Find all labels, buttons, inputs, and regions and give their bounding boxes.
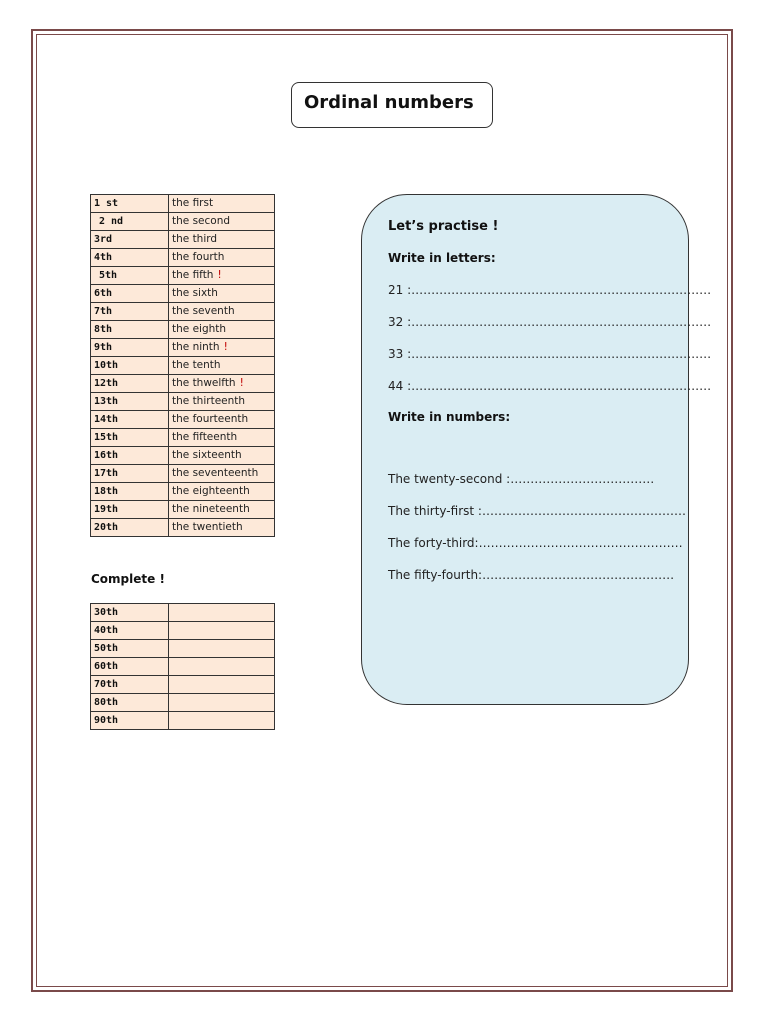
ordinal-number-cell: 3rd	[91, 231, 169, 249]
ordinal-word: the tenth	[172, 359, 221, 371]
ordinal-row	[91, 393, 275, 411]
letters-heading: Write in letters:	[388, 251, 496, 265]
letters-item[interactable]: 33 :…………………………………………………………………	[388, 347, 712, 361]
ordinal-number-cell: 5th	[91, 267, 169, 285]
complete-answer-cell[interactable]	[169, 604, 275, 622]
ordinal-word-cell	[169, 429, 275, 447]
complete-table	[90, 603, 275, 730]
ordinal-word: the thwelfth	[172, 377, 236, 389]
ordinal-number-cell: 19th	[91, 501, 169, 519]
ordinal-number-cell: 12th	[91, 375, 169, 393]
ordinal-row	[91, 501, 275, 519]
ordinal-number-cell: 20th	[91, 519, 169, 537]
ordinal-word: the seventeenth	[172, 467, 259, 479]
exclamation-mark: !	[239, 377, 244, 389]
ordinal-row	[91, 357, 275, 375]
ordinal-word: the sixth	[172, 287, 218, 299]
complete-row	[91, 658, 275, 676]
ordinal-number-cell: 15th	[91, 429, 169, 447]
complete-number-cell: 30th	[91, 604, 169, 622]
complete-row	[91, 640, 275, 658]
ordinal-row	[91, 447, 275, 465]
ordinal-word-cell	[169, 393, 275, 411]
ordinal-row	[91, 285, 275, 303]
ordinal-word-cell	[169, 213, 275, 231]
ordinal-row	[91, 267, 275, 285]
complete-row	[91, 694, 275, 712]
ordinal-row	[91, 231, 275, 249]
ordinal-row	[91, 213, 275, 231]
page-title: Ordinal numbers	[304, 92, 474, 113]
ordinal-number-cell: 18th	[91, 483, 169, 501]
complete-answer-cell[interactable]	[169, 640, 275, 658]
ordinal-word: the fifteenth	[172, 431, 238, 443]
ordinal-word: the thirteenth	[172, 395, 246, 407]
letters-item[interactable]: 44 :…………………………………………………………………	[388, 379, 712, 393]
numbers-heading: Write in numbers:	[388, 410, 511, 424]
complete-number-cell: 50th	[91, 640, 169, 658]
complete-row	[91, 676, 275, 694]
complete-answer-cell[interactable]	[169, 658, 275, 676]
ordinal-word-cell	[169, 321, 275, 339]
complete-answer-cell[interactable]	[169, 712, 275, 730]
ordinal-word-cell	[169, 339, 275, 357]
ordinal-row	[91, 249, 275, 267]
ordinal-word: the third	[172, 233, 218, 245]
ordinal-word-cell	[169, 483, 275, 501]
practise-heading: Let’s practise !	[388, 219, 499, 234]
ordinal-word: the second	[172, 215, 231, 227]
ordinal-number-cell: 14th	[91, 411, 169, 429]
ordinal-number-cell: 8th	[91, 321, 169, 339]
ordinal-number-cell: 16th	[91, 447, 169, 465]
ordinal-row	[91, 465, 275, 483]
ordinal-word: the ninth	[172, 341, 220, 353]
ordinal-word: the twentieth	[172, 521, 243, 533]
complete-row	[91, 604, 275, 622]
ordinal-word-cell	[169, 249, 275, 267]
ordinal-number-cell: 1 st	[91, 195, 169, 213]
ordinal-row	[91, 339, 275, 357]
ordinal-word-cell	[169, 195, 275, 213]
complete-answer-cell[interactable]	[169, 694, 275, 712]
complete-row	[91, 712, 275, 730]
ordinal-word-cell	[169, 357, 275, 375]
complete-number-cell: 60th	[91, 658, 169, 676]
complete-number-cell: 90th	[91, 712, 169, 730]
letters-item[interactable]: 32 :…………………………………………………………………	[388, 315, 712, 329]
title-box	[291, 82, 493, 128]
ordinal-number-cell: 9th	[91, 339, 169, 357]
numbers-item[interactable]: The twenty-second :………………………………	[388, 472, 655, 486]
ordinal-word-cell	[169, 447, 275, 465]
practise-box	[361, 194, 712, 705]
ordinal-word-cell	[169, 501, 275, 519]
ordinal-word: the eighth	[172, 323, 227, 335]
complete-label: Complete !	[91, 572, 165, 586]
ordinal-number-cell: 2 nd	[91, 213, 169, 231]
ordinal-number-cell: 4th	[91, 249, 169, 267]
ordinal-word-cell	[169, 303, 275, 321]
complete-number-cell: 70th	[91, 676, 169, 694]
ordinal-row	[91, 429, 275, 447]
complete-number-cell: 80th	[91, 694, 169, 712]
ordinal-number-cell: 6th	[91, 285, 169, 303]
ordinal-word-cell	[169, 519, 275, 537]
numbers-item[interactable]: The forty-third:……………………………………………	[388, 536, 683, 550]
numbers-item[interactable]: The thirty-first :……………………………………………	[388, 504, 686, 518]
complete-number-cell: 40th	[91, 622, 169, 640]
complete-answer-cell[interactable]	[169, 622, 275, 640]
ordinal-row	[91, 411, 275, 429]
numbers-item[interactable]: The fifty-fourth:…………………………………………	[388, 568, 675, 582]
ordinal-word-cell	[169, 267, 275, 285]
ordinal-word: the nineteenth	[172, 503, 250, 515]
ordinal-number-cell: 7th	[91, 303, 169, 321]
ordinal-word: the fourth	[172, 251, 225, 263]
ordinal-word-cell	[169, 375, 275, 393]
exclamation-mark: !	[223, 341, 228, 353]
ordinal-word-cell	[169, 465, 275, 483]
ordinal-word: the fifth	[172, 269, 214, 281]
ordinal-word-cell	[169, 231, 275, 249]
ordinal-number-cell: 10th	[91, 357, 169, 375]
ordinal-word: the fourteenth	[172, 413, 249, 425]
ordinals-table	[90, 194, 275, 537]
ordinal-row	[91, 483, 275, 501]
letters-item[interactable]: 21 :…………………………………………………………………	[388, 283, 712, 297]
complete-answer-cell[interactable]	[169, 676, 275, 694]
ordinal-number-cell: 13th	[91, 393, 169, 411]
ordinal-word-cell	[169, 285, 275, 303]
exclamation-mark: !	[217, 269, 222, 281]
ordinal-word: the first	[172, 197, 214, 209]
ordinal-word: the eighteenth	[172, 485, 250, 497]
ordinal-row	[91, 303, 275, 321]
ordinal-row	[91, 375, 275, 393]
ordinal-row	[91, 195, 275, 213]
ordinal-number-cell: 17th	[91, 465, 169, 483]
ordinal-row	[91, 321, 275, 339]
ordinal-word-cell	[169, 411, 275, 429]
ordinal-word: the seventh	[172, 305, 235, 317]
complete-row	[91, 622, 275, 640]
ordinal-row	[91, 519, 275, 537]
ordinal-word: the sixteenth	[172, 449, 242, 461]
